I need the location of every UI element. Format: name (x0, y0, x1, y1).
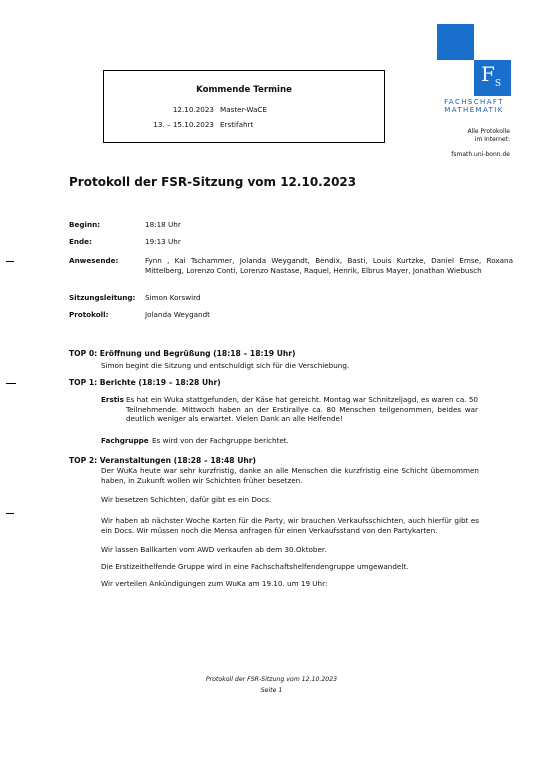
event-name: Master-WaCE (220, 105, 267, 114)
top0-heading: TOP 0: Eröffnung und Begrüßung (18:18 – 18:19 Uhr) (69, 349, 296, 358)
margin-mark (6, 261, 14, 262)
report-fachgruppe-text: Es wird von der Fachgruppe berichtet. (152, 436, 289, 445)
top2-paragraph: Der WuKa heute war sehr kurzfristig, danke an alle Menschen die kurzfristig eine Schicht übernommen haben, in Zukunft wollen wir Schichten früher besetzen. (101, 466, 479, 485)
top2-paragraph: Wir lassen Ballkarten vom AWD verkaufen ab dem 30.Oktober. (101, 545, 327, 554)
end-value: 19:13 Uhr (145, 237, 181, 246)
logo-fs-glyph: $F_S$ (481, 62, 502, 89)
protocols-note-line1: Alle Protokolle (467, 128, 510, 135)
report-erstis-text: Es hat ein Wuka stattgefunden, der Käse hat gereicht. Montag war Schnitzeljagd, es waren ca. 50 Teilnehmende. Mittwoch haben an der Erstirallye ca. 80 Menschen teilgenommen, beides war deutlich weniger als erwartet. Vielen Dank an alle Helfende! (126, 395, 478, 424)
end-label: Ende: (69, 237, 92, 246)
top2-paragraph: Wir verteilen Ankündigungen zum WuKa am 19.10. um 19 Uhr: (101, 579, 328, 588)
event-date: 12.10.2023 (172, 105, 214, 114)
chair-value: Simon Korswird (145, 293, 201, 302)
start-label: Beginn: (69, 220, 101, 229)
margin-mark (6, 383, 16, 384)
page-number: Seite 1 (260, 687, 283, 694)
upcoming-events-box (103, 70, 385, 143)
footer-title: Protokoll der FSR-Sitzung vom 12.10.2023 (205, 676, 338, 683)
event-name: Erstifahrt (220, 120, 254, 129)
top2-paragraph: Die Erstizeithelfende Gruppe wird in eine Fachschaftshelfendengruppe umgewandelt. (101, 562, 409, 571)
minutes-taker-label: Protokoll: (69, 310, 109, 319)
upcoming-events-title: Kommende Termine (196, 85, 292, 95)
logo-wordmark: FACHSCHAFT MATHEMATIK (444, 98, 504, 115)
logo-square-top (437, 24, 474, 60)
chair-label: Sitzungsleitung: (69, 293, 136, 302)
minutes-taker-value: Jolanda Weygandt (145, 310, 210, 319)
document-title: Protokoll der FSR-Sitzung vom 12.10.2023 (69, 175, 357, 189)
top0-text: Simon begint die Sitzung und entschuldigt sich für die Verschiebung. (101, 361, 350, 370)
report-erstis-label: Erstis (101, 395, 124, 404)
start-value: 18:18 Uhr (145, 220, 181, 229)
fachschaft-logo (437, 24, 511, 96)
protocols-url[interactable]: fsmath.uni-bonn.de (451, 151, 510, 158)
top2-paragraph: Wir haben ab nächster Woche Karten für die Party, wir brauchen Verkaufsschichten, auch hierfür gibt es ein Docs. Wir müssen noch die Mensa anfragen für einen Verkaufsstand von den Partykarten. (101, 516, 479, 535)
attendees-label: Anwesende: (69, 256, 119, 265)
attendees-value: Fynn , Kai Tschammer, Jolanda Weygandt, Bendix, Basti, Louis Kurtzke, Daniel Emse, Roxana Mittelberg, Lorenzo Conti, Lorenzo Nastase, Raquel, Henrik, Elbrus Mayer, Jonathan Wiebusch (145, 256, 513, 275)
margin-mark (6, 513, 14, 514)
top2-heading: TOP 2: Veranstaltungen (18:28 – 18:48 Uhr) (69, 456, 256, 465)
protocols-note-line2: im Internet: (474, 136, 510, 143)
event-date: 13. – 15.10.2023 (153, 120, 214, 129)
top2-paragraph: Wir besetzen Schichten, dafür gibt es ein Docs. (101, 495, 272, 504)
top1-heading: TOP 1: Berichte (18:19 – 18:28 Uhr) (69, 378, 221, 387)
report-fachgruppe-label: Fachgruppe (101, 436, 149, 445)
